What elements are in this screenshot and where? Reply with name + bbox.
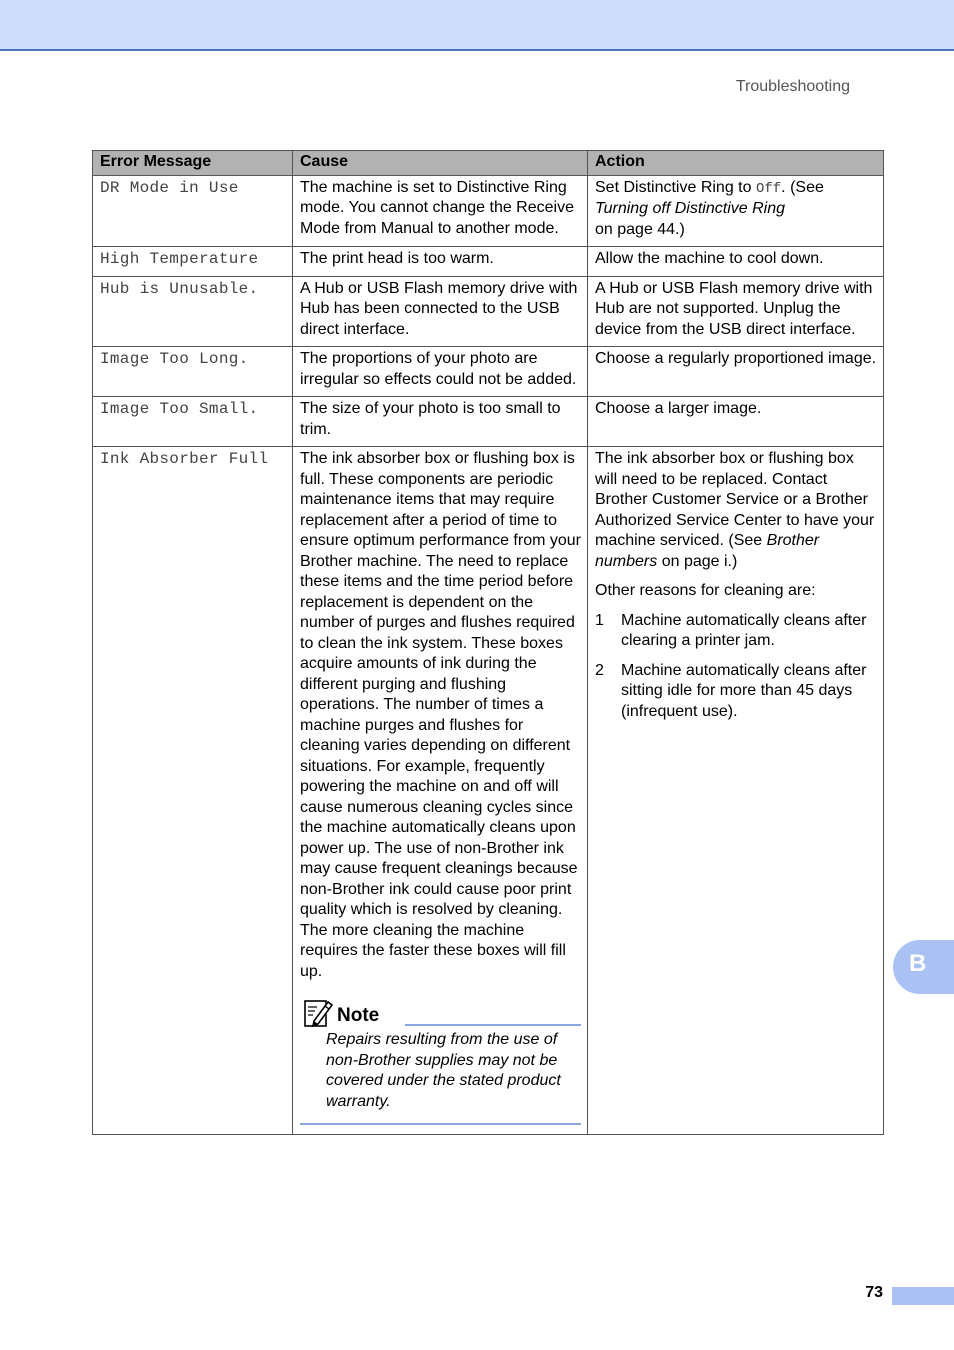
list-item-number: 1 — [595, 611, 604, 629]
list-item — [595, 661, 877, 723]
cause-cell — [293, 447, 588, 1135]
page-number-tab — [892, 1287, 954, 1305]
action-cell — [588, 447, 884, 1135]
list-item-number: 2 — [595, 661, 604, 679]
table-row — [93, 397, 884, 447]
running-header: Troubleshooting — [735, 78, 850, 95]
cause-cell: A Hub or USB Flash memory drive with Hub has been connected to the USB direct interface. — [293, 276, 588, 347]
action-cell: Choose a larger image. — [588, 397, 884, 447]
table-row — [93, 175, 884, 247]
note-title: Note — [337, 1005, 380, 1026]
action-text: . (See — [781, 178, 824, 196]
chapter-tab — [893, 940, 954, 994]
column-header-cause: Cause — [293, 151, 588, 176]
cause-cell: The print head is too warm. — [293, 247, 588, 277]
cross-reference-link[interactable]: Turning off Distinctive Ring — [595, 200, 785, 217]
cross-reference-link[interactable]: Brother numbers — [595, 532, 820, 570]
list-item — [595, 611, 877, 652]
note-header — [300, 996, 581, 1028]
cause-text: The ink absorber box or flushing box is full. These components are periodic maintenance items that may require replacement after a period of time to ensure optimum performance from your Brother machine. The need to replace these items and the time period before replacement is dependent on the number of purges and flushes required to clean the ink system. These boxes acquire amounts of ink during the different purging and flushing operations. The number of times a machine purges and flushes for cleaning varies depending on different situations. For example, frequently powering the machine on and off will cause numerous cleaning cycles since the machine automatically cleans upon power up. The use of non-Brother ink may cause frequent cleanings because non-Brother ink could cause poor print quality which is resolved by cleaning. The more cleaning the machine requires the faster these boxes will fill up. — [300, 450, 581, 980]
action-code: Off — [755, 180, 782, 197]
cause-cell: The size of your photo is too small to trim. — [293, 397, 588, 447]
top-header-band — [0, 0, 954, 51]
table-row — [93, 276, 884, 347]
other-reasons-text: Other reasons for cleaning are: — [595, 582, 816, 599]
action-text: on page 44.) — [595, 220, 685, 238]
note-pencil-icon — [303, 998, 333, 1028]
error-message-cell: High Temperature — [93, 247, 293, 277]
action-text: Set Distinctive Ring to — [595, 178, 756, 196]
error-message-cell: Image Too Small. — [93, 397, 293, 447]
error-message-table — [92, 150, 884, 1135]
note-box — [300, 996, 581, 1125]
action-text-part: The ink absorber box or flushing box will need to be replaced. Contact Brother Customer Service or a Brother Authorized Service Center to have your machine serviced. (See — [595, 450, 875, 549]
cause-cell: The machine is set to Distinctive Ring mode. You cannot change the Receive Mode from Manual to another mode. — [293, 175, 588, 247]
action-text — [595, 449, 877, 572]
error-message-cell: Image Too Long. — [93, 347, 293, 397]
table-header-row — [93, 151, 884, 176]
list-item-text: Machine automatically cleans after sitting idle for more than 45 days (infrequent use). — [621, 661, 867, 720]
chapter-tab-label: B — [909, 950, 927, 977]
column-header-action: Action — [588, 151, 884, 176]
note-divider — [405, 1024, 581, 1026]
cause-cell: The proportions of your photo are irregular so effects could not be added. — [293, 347, 588, 397]
error-message-cell: Ink Absorber Full — [93, 447, 293, 1135]
error-message-cell: DR Mode in Use — [93, 175, 293, 247]
table-row — [93, 347, 884, 397]
error-message-cell: Hub is Unusable. — [93, 276, 293, 347]
action-cell: A Hub or USB Flash memory drive with Hub are not supported. Unplug the device from the USB direct interface. — [588, 276, 884, 347]
action-cell: Allow the machine to cool down. — [588, 247, 884, 277]
table-row — [93, 447, 884, 1135]
action-text-part: on page i.) — [657, 552, 738, 570]
note-text: Repairs resulting from the use of non-Brother supplies may not be covered under the stated product warranty. — [326, 1031, 561, 1110]
column-header-error-message: Error Message — [93, 151, 293, 176]
table-row — [93, 247, 884, 277]
action-cell — [588, 175, 884, 247]
list-item-text: Machine automatically cleans after clearing a printer jam. — [621, 611, 867, 649]
page-number: 73 — [865, 1284, 883, 1301]
action-cell: Choose a regularly proportioned image. — [588, 347, 884, 397]
